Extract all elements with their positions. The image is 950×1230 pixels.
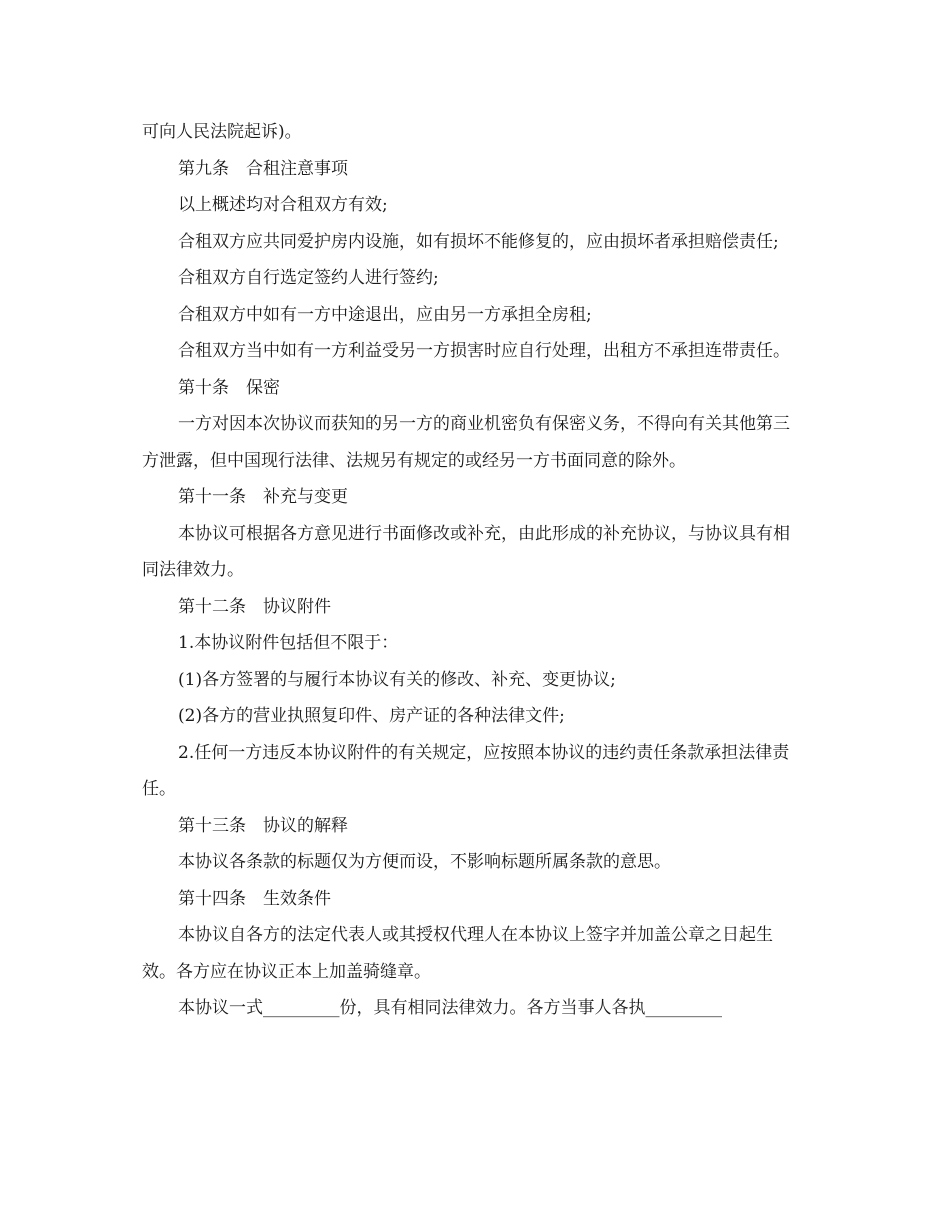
article-14-heading: 第十四条 生效条件	[178, 888, 331, 909]
paragraph-continuation: 可向人民法院起诉)。	[142, 122, 302, 142]
article-12-heading: 第十二条 协议附件	[178, 596, 331, 617]
paragraph: 以上概述均对合租双方有效;	[178, 195, 388, 215]
paragraph: 合租双方中如有一方中途退出，应由另一方承担全房租;	[178, 304, 592, 325]
paragraph: 一方对因本次协议而获知的另一方的商业机密负有保密义务，不得向有关其他第三方泄露，但中国现行法律、法规另有规定的或经另一方书面同意的除外。	[142, 414, 790, 471]
paragraph: 合租双方自行选定签约人进行签约;	[178, 268, 439, 288]
article-9-heading: 第九条 合租注意事项	[178, 158, 348, 179]
paragraph: 合租双方当中如有一方利益受另一方损害时应自行处理，出租方不承担连带责任。	[178, 341, 790, 361]
article-11-heading: 第十一条 补充与变更	[178, 487, 348, 507]
paragraph: 1.本协议附件包括但不限于：	[178, 633, 399, 653]
paragraph: 2.任何一方违反本协议附件的有关规定，应按照本协议的违约责任条款承担法律责任。	[142, 742, 790, 799]
paragraph: 合租双方应共同爱护房内设施，如有损坏不能修复的，应由损坏者承担赔偿责任;	[178, 231, 779, 252]
article-10-heading: 第十条 保密	[178, 377, 280, 398]
paragraph: 本协议一式_________份，具有相同法律效力。各方当事人各执_________	[178, 998, 722, 1018]
paragraph: (1)各方签署的与履行本协议有关的修改、补充、变更协议;	[178, 669, 616, 690]
paragraph: 本协议自各方的法定代表人或其授权代理人在本协议上签字并加盖公章之日起生效。各方应在协议正本上加盖骑缝章。	[142, 925, 773, 982]
article-13-heading: 第十三条 协议的解释	[178, 815, 348, 836]
document-body	[142, 114, 802, 1027]
paragraph: 本协议各条款的标题仅为方便而设，不影响标题所属条款的意思。	[178, 852, 671, 872]
paragraph: (2)各方的营业执照复印件、房产证的各种法律文件;	[178, 706, 565, 726]
paragraph: 本协议可根据各方意见进行书面修改或补充，由此形成的补充协议，与协议具有相同法律效力。	[142, 523, 790, 580]
